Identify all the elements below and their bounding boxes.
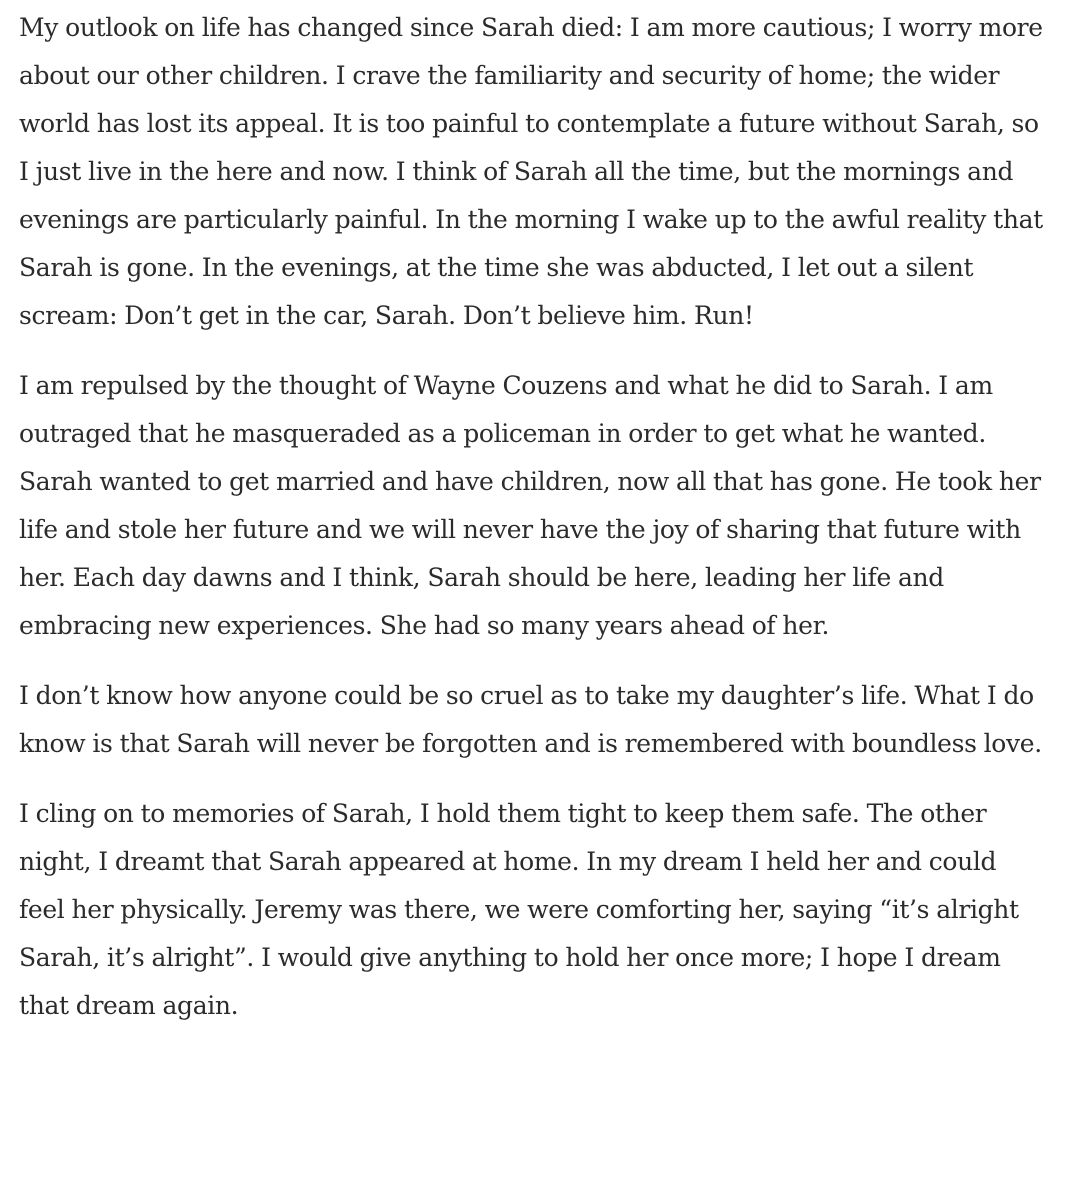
paragraph-cruel: I don’t know how anyone could be so cruel as to take my daughter’s life. What I do know is that Sarah will never be forgotten and is remembered with boundless love. [19,681,1042,758]
paragraph-repulsed: I am repulsed by the thought of Wayne Couzens and what he did to Sarah. I am outraged that he masqueraded as a policeman in order to get what he wanted. Sarah wanted to get married and have children, now all that has gone. He took her life and stole her future and we will never have the joy of sharing that future with her. Each day dawns and I think, Sarah should be here, leading her life and embracing new experiences. She had so many years ahead of her. [19,371,1041,640]
paragraph-outlook: My outlook on life has changed since Sarah died: I am more cautious; I worry more about our other children. I crave the familiarity and security of home; the wider world has lost its appeal. It is too painful to contemplate a future without Sarah, so I just live in the here and now. I think of Sarah all the time, but the mornings and evenings are particularly painful. In the morning I wake up to the awful reality that Sarah is gone. In the evenings, at the time she was abducted, I let out a silent scream: Don’t get in the car, Sarah. Don’t believe him. Run! [19,13,1043,330]
paragraph-memories: I cling on to memories of Sarah, I hold them tight to keep them safe. The other night, I dreamt that Sarah appeared at home. In my dream I held her and could feel her physically. Jeremy was there, we were comforting her, saying “it’s alright Sarah, it’s alright”. I would give anything to hold her once more; I hope I dream that dream again. [19,799,1019,1020]
